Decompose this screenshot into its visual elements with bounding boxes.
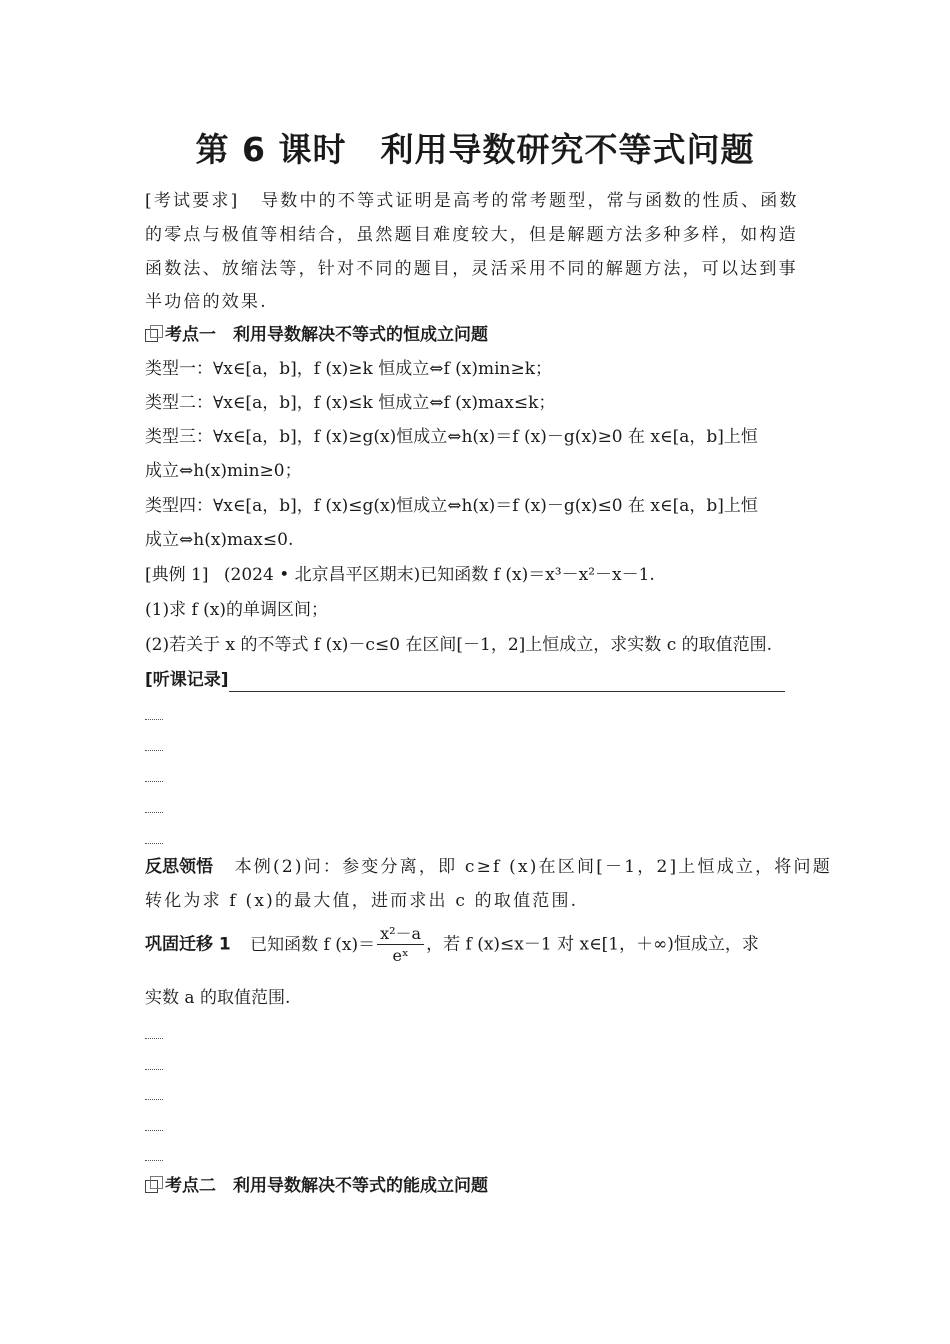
practice-1-label: 巩固迁移 1 [145, 934, 231, 955]
section-marker-icon [145, 325, 163, 343]
answer-blank[interactable] [145, 1037, 163, 1039]
requirement-line-2: 的零点与极值等相结合，虽然题目难度较大，但是解题方法多种多样，如构造 [145, 225, 798, 245]
example-1-label: [典例 1] [145, 565, 209, 585]
reflection-line-1 [145, 855, 832, 879]
practice-1-line-2: 实数 a 的取值范围. [145, 988, 291, 1008]
notes-line [145, 668, 785, 692]
reflection-line-2: 转化为求 f (x)的最大值，进而求出 c 的取值范围. [145, 891, 579, 911]
answer-blank[interactable] [145, 749, 163, 751]
page-title: 第 6 课时 利用导数研究不等式问题 [195, 130, 755, 169]
answer-blank[interactable] [145, 1129, 163, 1131]
reflection-label: 反思领悟 [145, 857, 213, 877]
kaodian-2-text: 考点二 利用导数解决不等式的能成立问题 [165, 1176, 488, 1196]
example-1-stem: (2024 • 北京昌平区期末)已知函数 f (x)＝x³－x²－x－1. [223, 565, 655, 585]
type-1: 类型一：∀x∈[a，b]，f (x)≥k 恒成立⇔f (x)min≥k； [145, 359, 553, 379]
answer-blank[interactable] [145, 780, 163, 782]
reflection-text-1: 本例(2)问：参变分离，即 c≥f (x)在区间[－1，2]上恒成立，将问题 [234, 857, 832, 877]
answer-blank[interactable] [145, 718, 163, 720]
notes-underline [229, 673, 785, 692]
practice-1-post: ，若 f (x)≤x－1 对 x∈[1，＋∞)恒成立，求 [426, 934, 759, 955]
notes-label: [听课记录] [145, 670, 229, 690]
section-marker-icon [145, 1176, 163, 1194]
requirement-line-1 [145, 189, 799, 213]
fraction-denominator: eˣ [392, 946, 409, 965]
practice-1-pre: 已知函数 f (x)＝ [250, 934, 376, 955]
type-2: 类型二：∀x∈[a，b]，f (x)≤k 恒成立⇔f (x)max≤k； [145, 393, 556, 413]
answer-blank[interactable] [145, 1159, 163, 1161]
type-4-line-2: 成立⇔h(x)max≤0. [145, 530, 294, 550]
answer-blank[interactable] [145, 1068, 163, 1070]
requirement-label: [考试要求] [145, 191, 240, 211]
example-1-q2: (2)若关于 x 的不等式 f (x)－c≤0 在区间[－1，2]上恒成立，求实数 c 的取值范围. [145, 635, 773, 655]
kaodian-2-heading [145, 1174, 488, 1198]
kaodian-1-text: 考点一 利用导数解决不等式的恒成立问题 [165, 325, 488, 345]
requirement-line-4: 半功倍的效果. [145, 292, 268, 312]
kaodian-1-heading [145, 323, 488, 347]
example-1-stem-line [145, 563, 655, 587]
type-4-line-1: 类型四：∀x∈[a，b]，f (x)≤g(x)恒成立⇔h(x)＝f (x)－g(x)≤0 在 x∈[a，b]上恒 [145, 496, 758, 516]
fraction-numerator: x²－a [377, 926, 424, 945]
answer-blank[interactable] [145, 811, 163, 813]
requirement-line-3: 函数法、放缩法等，针对不同的题目，灵活采用不同的解题方法，可以达到事 [145, 259, 798, 279]
answer-blank[interactable] [145, 842, 163, 844]
requirement-text-1: 导数中的不等式证明是高考的常考题型，常与函数的性质、函数 [261, 191, 799, 211]
answer-blank[interactable] [145, 1098, 163, 1100]
type-3-line-2: 成立⇔h(x)min≥0； [145, 461, 302, 481]
practice-1-line-1 [145, 926, 759, 964]
example-1-q1: (1)求 f (x)的单调区间； [145, 600, 329, 620]
type-3-line-1: 类型三：∀x∈[a，b]，f (x)≥g(x)恒成立⇔h(x)＝f (x)－g(x)≥0 在 x∈[a，b]上恒 [145, 427, 758, 447]
fraction [377, 926, 424, 964]
